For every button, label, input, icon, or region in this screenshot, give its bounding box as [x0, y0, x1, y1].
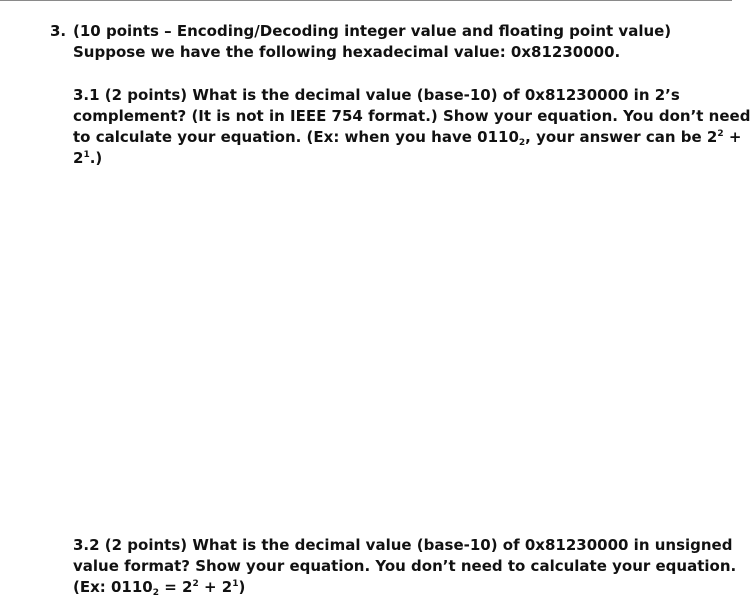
text-fragment: ) — [238, 578, 246, 596]
subquestion-3-1-line-2: complement? (It is not in IEEE 754 format.) Show your equation. You don’t need — [73, 107, 750, 125]
subscript: 2 — [518, 138, 526, 148]
superscript: 1 — [232, 579, 239, 589]
text-fragment: to calculate your equation. (Ex: when you have 0110 — [73, 128, 519, 146]
superscript: 2 — [717, 129, 724, 139]
subquestion-3-2-line-1: 3.2 (2 points) What is the decimal value (base-10) of 0x81230000 in unsigned — [73, 536, 733, 554]
text-fragment: .) — [89, 149, 103, 167]
subscript: 2 — [152, 588, 160, 598]
text-fragment: = 2 — [159, 578, 193, 596]
subquestion-3-1-line-3 — [73, 127, 742, 148]
subquestion-3-1-line-4 — [73, 148, 713, 169]
subquestion-3-2 — [73, 535, 737, 598]
superscript: 1 — [83, 150, 90, 160]
subquestion-3-2-line-3 — [73, 577, 713, 598]
question-number: 3. — [50, 22, 67, 40]
subquestion-3-1-line-1: 3.1 (2 points) What is the decimal value (base-10) of 0x81230000 in 2’s — [73, 86, 680, 104]
question-title: (10 points – Encoding/Decoding integer value and floating point value) — [73, 22, 672, 40]
text-fragment: (Ex: 0110 — [73, 578, 153, 596]
superscript: 2 — [192, 579, 199, 589]
text-fragment: + 2 — [198, 578, 233, 596]
question-intro: Suppose we have the following hexadecimal value: 0x81230000. — [73, 43, 621, 61]
subquestion-3-1 — [73, 85, 750, 169]
text-fragment: + — [723, 128, 742, 146]
subquestion-3-2-line-2: value format? Show your equation. You don’t need to calculate your equation. — [73, 557, 737, 575]
question-header — [73, 21, 713, 63]
text-fragment: 2 — [73, 149, 84, 167]
text-fragment: , your answer can be 2 — [525, 128, 718, 146]
